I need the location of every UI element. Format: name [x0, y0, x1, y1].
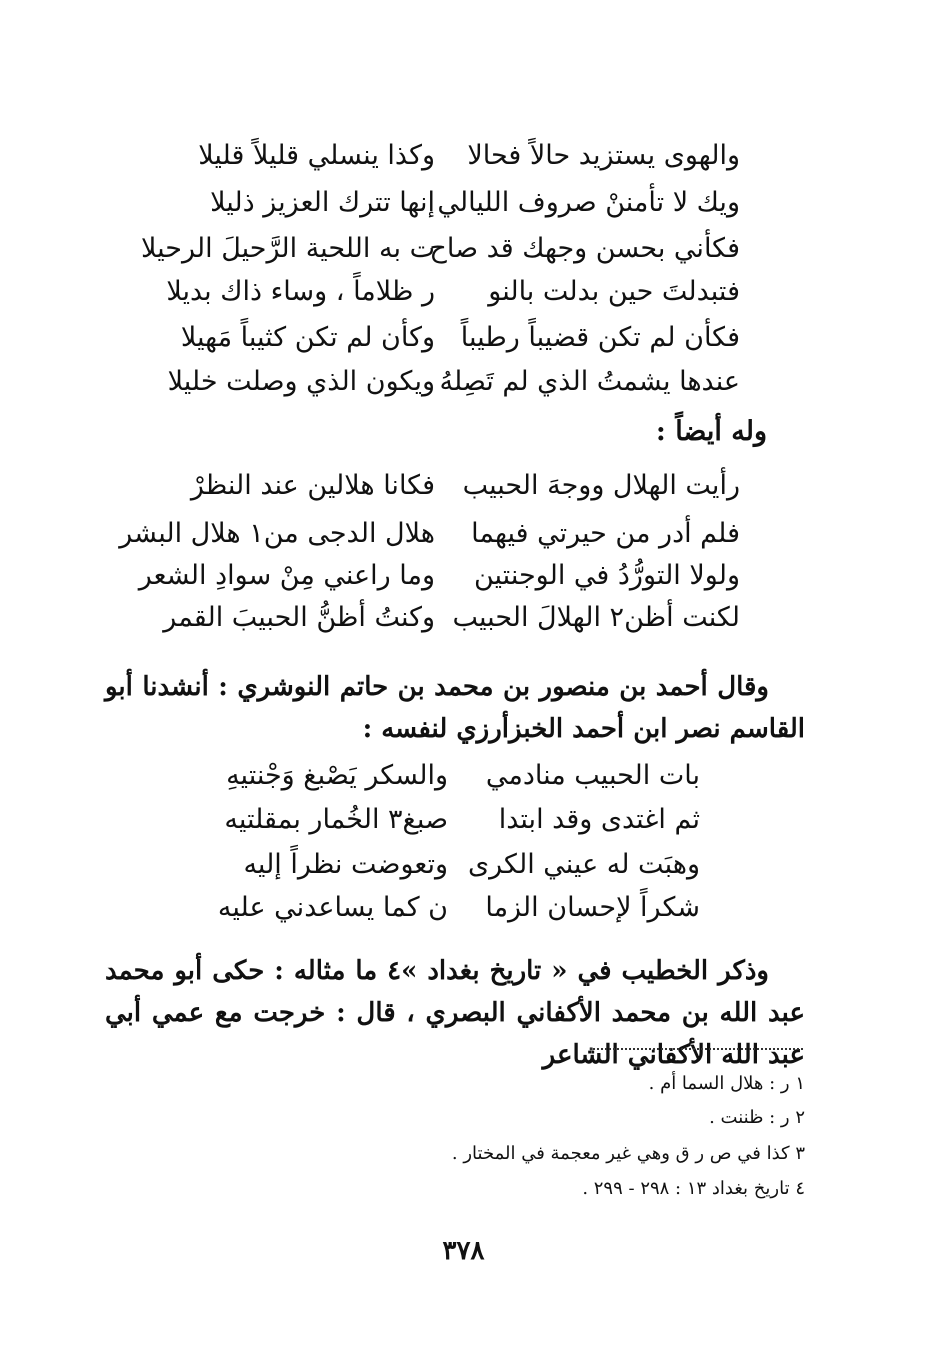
verse-first-hemistich: فتبدلتَ حين بدلت بالنو — [488, 276, 740, 307]
verse-row — [160, 183, 740, 223]
footnote-4: ٤ تاريخ بغداد ١٣ : ٢٩٨ - ٢٩٩ . — [582, 1178, 805, 1199]
verse-row — [210, 756, 700, 796]
verse-first-hemistich: وهبَت له عيني الكرى — [468, 849, 700, 880]
verse-second-hemistich: ويكون الذي وصلت خليلا — [167, 366, 435, 397]
paragraph-text: وقال أحمد بن منصور بن محمد بن حاتم النوشري : أنشدنا أبو القاسم نصر ابن أحمد الخبزأرزي لنفسه : — [105, 672, 805, 744]
verse-second-hemistich: ت به اللحية الرَّحيلَ الرحيلا — [141, 233, 435, 264]
prose-paragraph-1 — [105, 666, 805, 750]
verse-first-hemistich: ويك لا تأمننْ صروف الليالي — [437, 187, 740, 218]
verse-first-hemistich: ولولا التورُّدُ في الوجنتين — [473, 560, 740, 591]
footnote-3: ٣ كذا في ص ر ق وهي غير معجمة في المختار . — [451, 1143, 805, 1164]
verse-second-hemistich: إنها تترك العزيز ذليلا — [210, 187, 435, 218]
verse-row — [160, 598, 740, 638]
verse-second-hemistich: وكنتُ أظنُّ الحبيبَ القمر — [163, 602, 435, 633]
verse-first-hemistich: ثم اغتدى وقد ابتدا — [498, 804, 700, 835]
footnote-1: ١ ر : هلال السما أم . — [648, 1073, 805, 1094]
verse-first-hemistich: شكراً لإحسان الزما — [485, 892, 700, 923]
section-heading: وله أيضاً : — [655, 416, 767, 447]
verse-second-hemistich: وكأن لم تكن كثيباً مَهيلا — [180, 322, 435, 353]
verse-second-hemistich: وكذا ينسلي قليلاً قليلا — [198, 140, 435, 171]
verse-row — [160, 318, 740, 358]
verse-first-hemistich: فكأني بحسن وجهك قد صاح — [429, 233, 740, 264]
paragraph-text: وذكر الخطيب في « تاريخ بغداد »٤ ما مثاله : حكى أبو محمد عبد الله بن محمد الأكفاني البصري ، قال : خرجت مع عمي أبي عبد الله الأكفاني الشاعر — [105, 956, 805, 1070]
verse-first-hemistich: فكأن لم تكن قضيباً رطيباً — [460, 322, 740, 353]
verse-second-hemistich: وتعوضت نظراً إليه — [243, 849, 448, 880]
verse-first-hemistich: بات الحبيب منادمي — [485, 760, 700, 791]
verse-row — [141, 229, 740, 269]
verse-row — [210, 800, 700, 840]
verse-row — [210, 888, 700, 928]
verse-row — [138, 556, 740, 596]
verse-second-hemistich: ن كما يساعدني عليه — [217, 892, 448, 923]
prose-paragraph-2 — [105, 950, 805, 1076]
verse-first-hemistich: رأيت الهلال ووجهَ الحبيب — [462, 470, 740, 501]
verse-row — [160, 136, 740, 176]
verse-second-hemistich: هلال الدجى من١ هلال البشر — [119, 518, 435, 549]
footnote-separator — [590, 1048, 803, 1050]
verse-second-hemistich: وما راعني مِنْ سوادِ الشعر — [138, 560, 435, 591]
verse-row — [160, 466, 740, 506]
verse-row — [119, 514, 740, 554]
verse-first-hemistich: والهوى يستزيد حالاً فحالا — [467, 140, 740, 171]
verse-row — [160, 362, 740, 402]
footnote-2: ٢ ر : ظننت . — [709, 1107, 805, 1128]
verse-first-hemistich: فلم أدر من حيرتي فيهما — [471, 518, 740, 549]
page-number: ٣٧٨ — [442, 1236, 485, 1266]
verse-first-hemistich: عندها يشمتُ الذي لم تَصِلهُ — [439, 366, 740, 397]
verse-second-hemistich: والسكر يَصْبغ وَجْنتيهِ — [226, 760, 448, 791]
verse-row — [210, 845, 700, 885]
verse-row — [160, 272, 740, 312]
verse-second-hemistich: ر ظلاماً ، وساء ذاك بديلا — [166, 276, 435, 307]
verse-first-hemistich: لكنت أظن٢ الهلالَ الحبيب — [452, 602, 740, 633]
verse-second-hemistich: صبغ٣ الخُمار بمقلتيه — [224, 804, 448, 835]
verse-second-hemistich: فكانا هلالين عند النظرْ — [190, 470, 435, 501]
